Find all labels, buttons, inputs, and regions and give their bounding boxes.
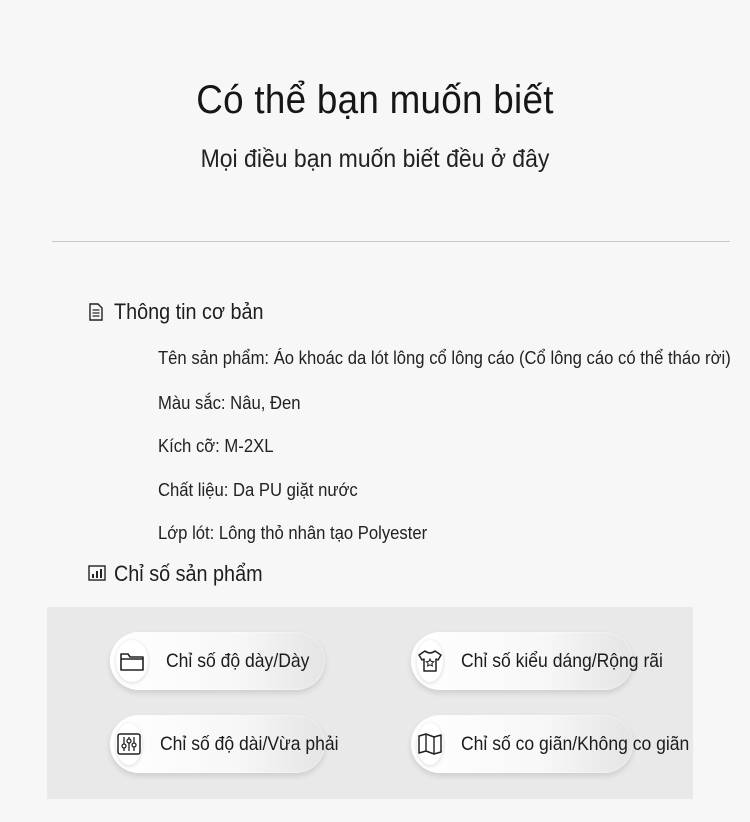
sliders-icon: [116, 723, 142, 765]
stretch-index-label: Chỉ số co giãn/Không co giãn: [461, 732, 690, 755]
thickness-index-label: Chỉ số độ dày/Dày: [165, 649, 310, 672]
divider: [52, 241, 730, 242]
page-title: Có thể bạn muốn biết: [196, 78, 554, 122]
bar-chart-icon: [88, 565, 106, 583]
size-line: Kích cỡ: M-2XL: [158, 435, 274, 456]
material-line: Chất liệu: Da PU giặt nước: [158, 479, 358, 500]
length-index-label: Chỉ số độ dài/Vừa phải: [160, 732, 339, 755]
shirt-icon: [417, 640, 443, 682]
style-index-badge: [411, 632, 663, 690]
length-index-badge: [110, 715, 339, 773]
basic-info-heading: [88, 299, 280, 325]
product-index-heading-label: Chỉ số sản phẩm: [114, 561, 263, 586]
folder-icon: [116, 640, 148, 682]
document-icon: [88, 303, 106, 321]
basic-info-heading-label: Thông tin cơ bản: [114, 299, 264, 324]
map-fold-icon: [417, 723, 443, 765]
page-subtitle: Mọi điều bạn muốn biết đều ở đây: [200, 145, 550, 173]
stretch-index-badge: [411, 715, 690, 773]
lining-line: Lớp lót: Lông thỏ nhân tạo Polyester: [158, 522, 428, 543]
style-index-label: Chỉ số kiểu dáng/Rộng rãi: [461, 649, 663, 672]
product-index-heading: [88, 561, 279, 587]
product-name-line: Tên sản phẩm: Áo khoác da lót lông cổ lông cáo (Cổ lông cáo có thể tháo rời): [158, 347, 731, 368]
thickness-index-badge: [110, 632, 325, 690]
color-line: Màu sắc: Nâu, Đen: [158, 392, 301, 413]
